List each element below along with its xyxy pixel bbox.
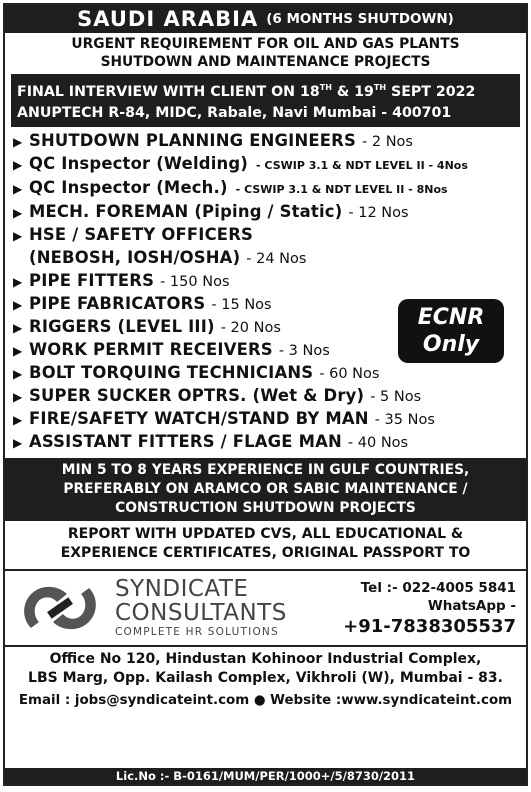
whatsapp-label: WhatsApp -: [427, 598, 516, 614]
job-item: ▶ BOLT TORQUING TECHNICIANS - 60 Nos: [13, 362, 522, 385]
triangle-bullet-icon: ▶: [13, 158, 23, 172]
country-title: SAUDI ARABIA: [77, 7, 259, 31]
job-item: ▶ HSE / SAFETY OFFICERS: [13, 224, 522, 247]
interview-venue: ANUPTECH R-84, MIDC, Rabale, Navi Mumbai - 400701: [17, 105, 452, 121]
triangle-bullet-icon: ▶: [13, 298, 23, 312]
job-list: [5, 127, 526, 454]
office-address: Office No 120, Hindustan Kohinoor Industrial Complex, LBS Marg, Opp. Kailash Complex, Vikhroli (W), Mumbai - 83.: [28, 651, 503, 686]
job-item: ▶ WORK PERMIT RECEIVERS - 3 Nos: [13, 339, 522, 362]
triangle-bullet-icon: ▶: [13, 275, 23, 289]
contact-section: [5, 569, 526, 647]
triangle-bullet-icon: ▶: [13, 413, 23, 427]
triangle-bullet-icon: ▶: [13, 367, 23, 381]
ecnr-badge: ECNR Only: [398, 299, 504, 363]
triangle-bullet-icon: ▶: [13, 321, 23, 335]
phone-contacts: [343, 579, 516, 639]
whatsapp-number: +91-7838305537: [343, 616, 516, 637]
company-logo-icon: [17, 576, 103, 640]
triangle-bullet-icon: ▶: [13, 344, 23, 358]
requirement-heading: [5, 33, 526, 71]
triangle-bullet-icon: ▶: [13, 436, 23, 450]
job-item: ▶ PIPE FITTERS - 150 Nos: [13, 270, 522, 293]
experience-line-3: CONSTRUCTION SHUTDOWN PROJECTS: [115, 500, 416, 516]
job-item: ▶ RIGGERS (LEVEL III) - 20 Nos: [13, 316, 522, 339]
triangle-bullet-icon: ▶: [13, 229, 23, 243]
email-website: Email : jobs@syndicateint.com ● Website :www.syndicateint.com: [18, 693, 513, 708]
interview-date: FINAL INTERVIEW WITH CLIENT ON 18TH & 19TH SEPT 2022: [17, 83, 476, 100]
experience-line-2: PREFERABLY ON ARAMCO OR SABIC MAINTENANCE /: [63, 481, 468, 497]
job-item-continued: (NEBOSH, IOSH/OSHA) - 24 Nos: [29, 248, 307, 267]
job-item: ▶ SUPER SUCKER OPTRS. (Wet & Dry) - 5 Nos: [13, 385, 522, 408]
triangle-bullet-icon: ▶: [13, 390, 23, 404]
triangle-bullet-icon: ▶: [13, 206, 23, 220]
duration-label: (6 MONTHS SHUTDOWN): [266, 11, 454, 27]
job-item: ▶ ASSISTANT FITTERS / FLAGE MAN - 40 Nos: [13, 431, 522, 454]
company-tagline: COMPLETE HR SOLUTIONS: [115, 626, 279, 638]
job-item: ▶ PIPE FABRICATORS - 15 Nos: [13, 293, 522, 316]
triangle-bullet-icon: ▶: [13, 135, 23, 149]
job-item: ▶ QC Inspector (Welding) - CSWIP 3.1 & NDT LEVEL II - 4Nos: [13, 153, 522, 177]
report-instructions: REPORT WITH UPDATED CVS, ALL EDUCATIONAL & EXPERIENCE CERTIFICATES, ORIGINAL PASSPORT TO: [60, 526, 471, 561]
telephone-number: Tel :- 022-4005 5841: [360, 580, 516, 596]
experience-line-1: MIN 5 TO 8 YEARS EXPERIENCE IN GULF COUNTRIES,: [61, 462, 470, 478]
license-number: Lic.No :- B-0161/MUM/PER/1000+/5/8730/2011: [5, 768, 526, 784]
job-item: ▶ SHUTDOWN PLANNING ENGINEERS - 2 Nos: [13, 130, 522, 153]
job-item: ▶ MECH. FOREMAN (Piping / Static) - 12 Nos: [13, 201, 522, 224]
interview-box: [11, 74, 520, 127]
job-item: ▶ FIRE/SAFETY WATCH/STAND BY MAN - 35 Nos: [13, 408, 522, 431]
requirement-line-2: SHUTDOWN AND MAINTENANCE PROJECTS: [100, 54, 431, 70]
job-advertisement: [3, 3, 528, 786]
triangle-bullet-icon: ▶: [13, 182, 23, 196]
experience-box: [5, 458, 526, 521]
header-banner: [5, 5, 526, 33]
company-name: SYNDICATE CONSULTANTS COMPLETE HR SOLUTIONS: [115, 576, 287, 638]
job-item: ▶ QC Inspector (Mech.) - CSWIP 3.1 & NDT LEVEL II - 8Nos: [13, 177, 522, 201]
requirement-line-1: URGENT REQUIREMENT FOR OIL AND GAS PLANTS: [71, 36, 460, 52]
